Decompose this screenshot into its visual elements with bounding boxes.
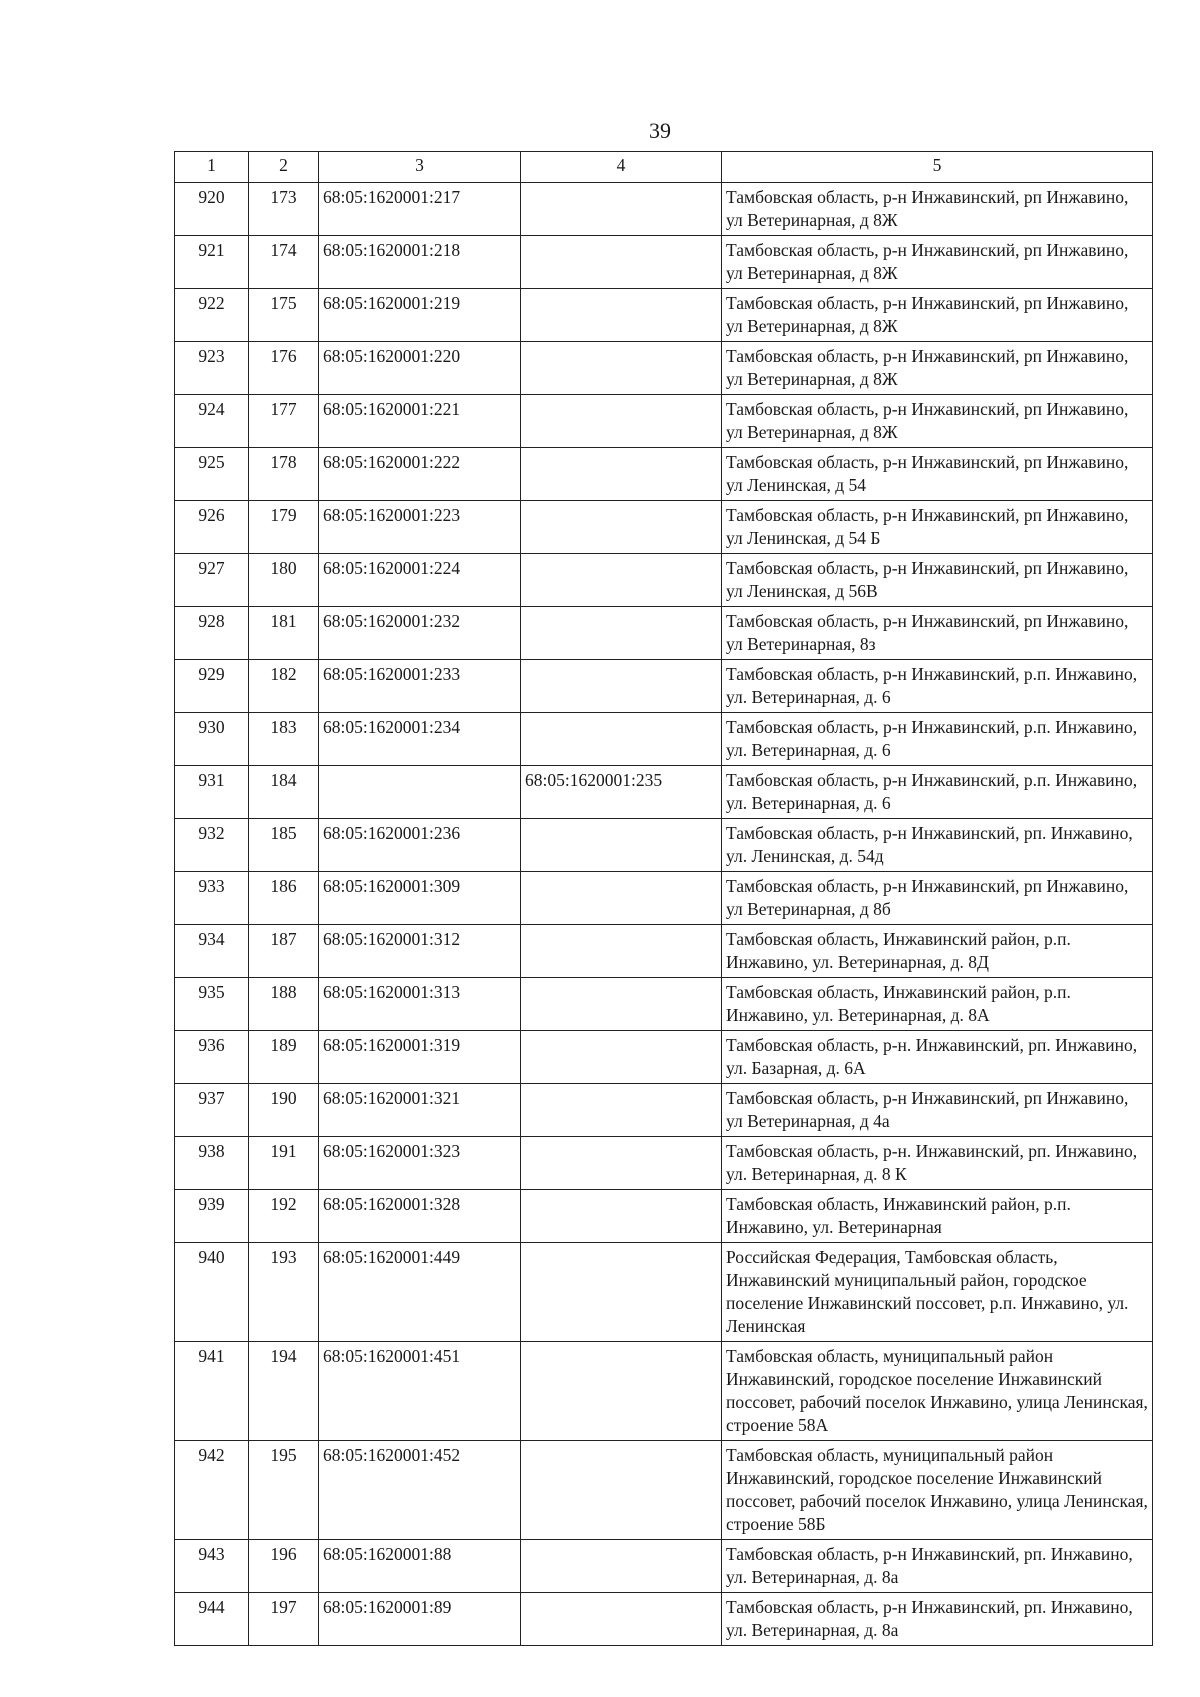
table-row (175, 554, 1153, 607)
column-header: 1 (175, 152, 249, 183)
row-number-cell: 943 (175, 1540, 249, 1593)
cadastral-number-alt-cell (521, 713, 722, 766)
row-number-cell: 941 (175, 1342, 249, 1441)
row-number-cell: 935 (175, 978, 249, 1031)
row-index-cell: 186 (249, 872, 319, 925)
table-header-row (175, 152, 1153, 183)
cadastral-number-alt-cell (521, 1243, 722, 1342)
row-index-cell: 182 (249, 660, 319, 713)
cadastral-number-alt-cell: 68:05:1620001:235 (521, 766, 722, 819)
row-number-cell: 934 (175, 925, 249, 978)
row-number-cell: 939 (175, 1190, 249, 1243)
page-number: 39 (649, 118, 671, 143)
cadastral-number-alt-cell (521, 289, 722, 342)
cadastral-number-alt-cell (521, 607, 722, 660)
row-number-cell: 932 (175, 819, 249, 872)
address-cell: Тамбовская область, р-н Инжавинский, рп Инжавино, ул Ветеринарная, д 8Ж (722, 183, 1153, 236)
row-number-cell: 944 (175, 1593, 249, 1646)
address-cell: Тамбовская область, р-н Инжавинский, рп Инжавино, ул Ленинская, д 56В (722, 554, 1153, 607)
table-row (175, 1441, 1153, 1540)
table-row (175, 395, 1153, 448)
table-row (175, 660, 1153, 713)
cadastral-number-alt-cell (521, 1031, 722, 1084)
column-header: 5 (722, 152, 1153, 183)
cadastral-number-cell: 68:05:1620001:219 (319, 289, 521, 342)
row-index-cell: 176 (249, 342, 319, 395)
row-index-cell: 187 (249, 925, 319, 978)
row-number-cell: 933 (175, 872, 249, 925)
cadastral-number-alt-cell (521, 395, 722, 448)
cadastral-number-alt-cell (521, 554, 722, 607)
cadastral-number-cell: 68:05:1620001:313 (319, 978, 521, 1031)
cadastral-number-alt-cell (521, 183, 722, 236)
row-number-cell: 936 (175, 1031, 249, 1084)
row-index-cell: 181 (249, 607, 319, 660)
row-index-cell: 188 (249, 978, 319, 1031)
cadastral-number-alt-cell (521, 1084, 722, 1137)
address-cell: Тамбовская область, р-н Инжавинский, рп. Инжавино, ул. Ветеринарная, д. 8а (722, 1593, 1153, 1646)
address-cell: Тамбовская область, р-н Инжавинский, рп Инжавино, ул Ветеринарная, д 8Ж (722, 342, 1153, 395)
cadastral-number-alt-cell (521, 236, 722, 289)
cadastral-number-alt-cell (521, 342, 722, 395)
table-row (175, 448, 1153, 501)
address-cell: Тамбовская область, Инжавинский район, р.п. Инжавино, ул. Ветеринарная, д. 8Д (722, 925, 1153, 978)
row-index-cell: 173 (249, 183, 319, 236)
row-number-cell: 925 (175, 448, 249, 501)
cadastral-number-cell: 68:05:1620001:218 (319, 236, 521, 289)
column-header: 4 (521, 152, 722, 183)
row-number-cell: 929 (175, 660, 249, 713)
address-cell: Тамбовская область, муниципальный район Инжавинский, городское поселение Инжавинский поссовет, рабочий поселок Инжавино, улица Ленинская, строение 58А (722, 1342, 1153, 1441)
table-row (175, 1137, 1153, 1190)
cadastral-number-cell: 68:05:1620001:451 (319, 1342, 521, 1441)
table-row (175, 236, 1153, 289)
cadastral-number-alt-cell (521, 448, 722, 501)
table-row (175, 1342, 1153, 1441)
address-cell: Тамбовская область, р-н. Инжавинский, рп. Инжавино, ул. Базарная, д. 6А (722, 1031, 1153, 1084)
address-cell: Тамбовская область, р-н Инжавинский, рп Инжавино, ул Ветеринарная, д 8Ж (722, 289, 1153, 342)
address-cell: Тамбовская область, р-н Инжавинский, рп Инжавино, ул Ветеринарная, д 8Ж (722, 236, 1153, 289)
cadastral-number-alt-cell (521, 872, 722, 925)
address-cell: Тамбовская область, р-н Инжавинский, рп. Инжавино, ул. Ветеринарная, д. 8а (722, 1540, 1153, 1593)
table-row (175, 1084, 1153, 1137)
row-number-cell: 924 (175, 395, 249, 448)
row-index-cell: 184 (249, 766, 319, 819)
table-row (175, 501, 1153, 554)
table-row (175, 766, 1153, 819)
address-cell: Тамбовская область, р-н Инжавинский, рп Инжавино, ул Ленинская, д 54 Б (722, 501, 1153, 554)
table-row (175, 925, 1153, 978)
address-cell: Тамбовская область, р-н Инжавинский, рп Инжавино, ул Ленинская, д 54 (722, 448, 1153, 501)
cadastral-number-cell: 68:05:1620001:236 (319, 819, 521, 872)
cadastral-number-cell: 68:05:1620001:319 (319, 1031, 521, 1084)
cadastral-number-cell: 68:05:1620001:221 (319, 395, 521, 448)
address-cell: Тамбовская область, р-н Инжавинский, р.п. Инжавино, ул. Ветеринарная, д. 6 (722, 766, 1153, 819)
table-row (175, 1540, 1153, 1593)
address-cell: Тамбовская область, р-н Инжавинский, р.п. Инжавино, ул. Ветеринарная, д. 6 (722, 660, 1153, 713)
cadastral-number-cell: 68:05:1620001:88 (319, 1540, 521, 1593)
row-index-cell: 194 (249, 1342, 319, 1441)
row-index-cell: 195 (249, 1441, 319, 1540)
cadastral-number-cell: 68:05:1620001:222 (319, 448, 521, 501)
address-cell: Тамбовская область, р-н Инжавинский, рп Инжавино, ул Ветеринарная, д 8б (722, 872, 1153, 925)
table-row (175, 713, 1153, 766)
row-number-cell: 920 (175, 183, 249, 236)
row-index-cell: 180 (249, 554, 319, 607)
cadastral-number-cell: 68:05:1620001:309 (319, 872, 521, 925)
row-number-cell: 927 (175, 554, 249, 607)
table-row (175, 289, 1153, 342)
column-header: 2 (249, 152, 319, 183)
cadastral-number-cell: 68:05:1620001:323 (319, 1137, 521, 1190)
address-cell: Тамбовская область, р-н Инжавинский, рп. Инжавино, ул. Ленинская, д. 54д (722, 819, 1153, 872)
row-index-cell: 190 (249, 1084, 319, 1137)
column-header: 3 (319, 152, 521, 183)
row-index-cell: 197 (249, 1593, 319, 1646)
cadastral-number-alt-cell (521, 660, 722, 713)
cadastral-number-cell: 68:05:1620001:223 (319, 501, 521, 554)
cadastral-number-cell: 68:05:1620001:220 (319, 342, 521, 395)
row-index-cell: 196 (249, 1540, 319, 1593)
cadastral-number-cell: 68:05:1620001:321 (319, 1084, 521, 1137)
table-row (175, 819, 1153, 872)
cadastral-number-alt-cell (521, 819, 722, 872)
cadastral-number-alt-cell (521, 1540, 722, 1593)
registry-table (174, 151, 1153, 1646)
row-number-cell: 937 (175, 1084, 249, 1137)
table-row (175, 872, 1153, 925)
row-number-cell: 931 (175, 766, 249, 819)
row-number-cell: 923 (175, 342, 249, 395)
row-index-cell: 183 (249, 713, 319, 766)
row-index-cell: 175 (249, 289, 319, 342)
address-cell: Тамбовская область, Инжавинский район, р.п. Инжавино, ул. Ветеринарная (722, 1190, 1153, 1243)
table-row (175, 1031, 1153, 1084)
row-index-cell: 189 (249, 1031, 319, 1084)
table-row (175, 978, 1153, 1031)
cadastral-number-cell: 68:05:1620001:232 (319, 607, 521, 660)
row-number-cell: 928 (175, 607, 249, 660)
cadastral-number-alt-cell (521, 501, 722, 554)
row-number-cell: 921 (175, 236, 249, 289)
cadastral-number-cell: 68:05:1620001:449 (319, 1243, 521, 1342)
cadastral-number-cell: 68:05:1620001:234 (319, 713, 521, 766)
address-cell: Тамбовская область, р-н Инжавинский, рп Инжавино, ул Ветеринарная, 8з (722, 607, 1153, 660)
row-number-cell: 930 (175, 713, 249, 766)
address-cell: Тамбовская область, р-н Инжавинский, рп Инжавино, ул Ветеринарная, д 8Ж (722, 395, 1153, 448)
table-row (175, 183, 1153, 236)
cadastral-number-alt-cell (521, 925, 722, 978)
row-index-cell: 174 (249, 236, 319, 289)
row-index-cell: 178 (249, 448, 319, 501)
table-row (175, 342, 1153, 395)
row-number-cell: 922 (175, 289, 249, 342)
address-cell: Российская Федерация, Тамбовская область, Инжавинский муниципальный район, городское поселение Инжавинский поссовет, р.п. Инжавино, ул. Ленинская (722, 1243, 1153, 1342)
cadastral-number-alt-cell (521, 1342, 722, 1441)
row-number-cell: 942 (175, 1441, 249, 1540)
address-cell: Тамбовская область, Инжавинский район, р.п. Инжавино, ул. Ветеринарная, д. 8А (722, 978, 1153, 1031)
cadastral-number-cell: 68:05:1620001:452 (319, 1441, 521, 1540)
row-index-cell: 177 (249, 395, 319, 448)
row-index-cell: 179 (249, 501, 319, 554)
cadastral-number-cell: 68:05:1620001:312 (319, 925, 521, 978)
address-cell: Тамбовская область, р-н. Инжавинский, рп. Инжавино, ул. Ветеринарная, д. 8 К (722, 1137, 1153, 1190)
cadastral-number-alt-cell (521, 1137, 722, 1190)
row-index-cell: 191 (249, 1137, 319, 1190)
row-number-cell: 938 (175, 1137, 249, 1190)
address-cell: Тамбовская область, р-н Инжавинский, рп Инжавино, ул Ветеринарная, д 4а (722, 1084, 1153, 1137)
cadastral-number-alt-cell (521, 1441, 722, 1540)
row-index-cell: 193 (249, 1243, 319, 1342)
table-row (175, 1243, 1153, 1342)
table-row (175, 1190, 1153, 1243)
cadastral-number-alt-cell (521, 1190, 722, 1243)
row-index-cell: 192 (249, 1190, 319, 1243)
cadastral-number-cell: 68:05:1620001:224 (319, 554, 521, 607)
row-number-cell: 926 (175, 501, 249, 554)
row-number-cell: 940 (175, 1243, 249, 1342)
cadastral-number-cell: 68:05:1620001:217 (319, 183, 521, 236)
address-cell: Тамбовская область, муниципальный район Инжавинский, городское поселение Инжавинский поссовет, рабочий поселок Инжавино, улица Ленинская, строение 58Б (722, 1441, 1153, 1540)
address-cell: Тамбовская область, р-н Инжавинский, р.п. Инжавино, ул. Ветеринарная, д. 6 (722, 713, 1153, 766)
row-index-cell: 185 (249, 819, 319, 872)
cadastral-number-cell: 68:05:1620001:89 (319, 1593, 521, 1646)
cadastral-number-alt-cell (521, 1593, 722, 1646)
table-row (175, 607, 1153, 660)
cadastral-number-cell: 68:05:1620001:328 (319, 1190, 521, 1243)
table-row (175, 1593, 1153, 1646)
cadastral-number-alt-cell (521, 978, 722, 1031)
cadastral-number-cell: 68:05:1620001:233 (319, 660, 521, 713)
cadastral-number-cell (319, 766, 521, 819)
